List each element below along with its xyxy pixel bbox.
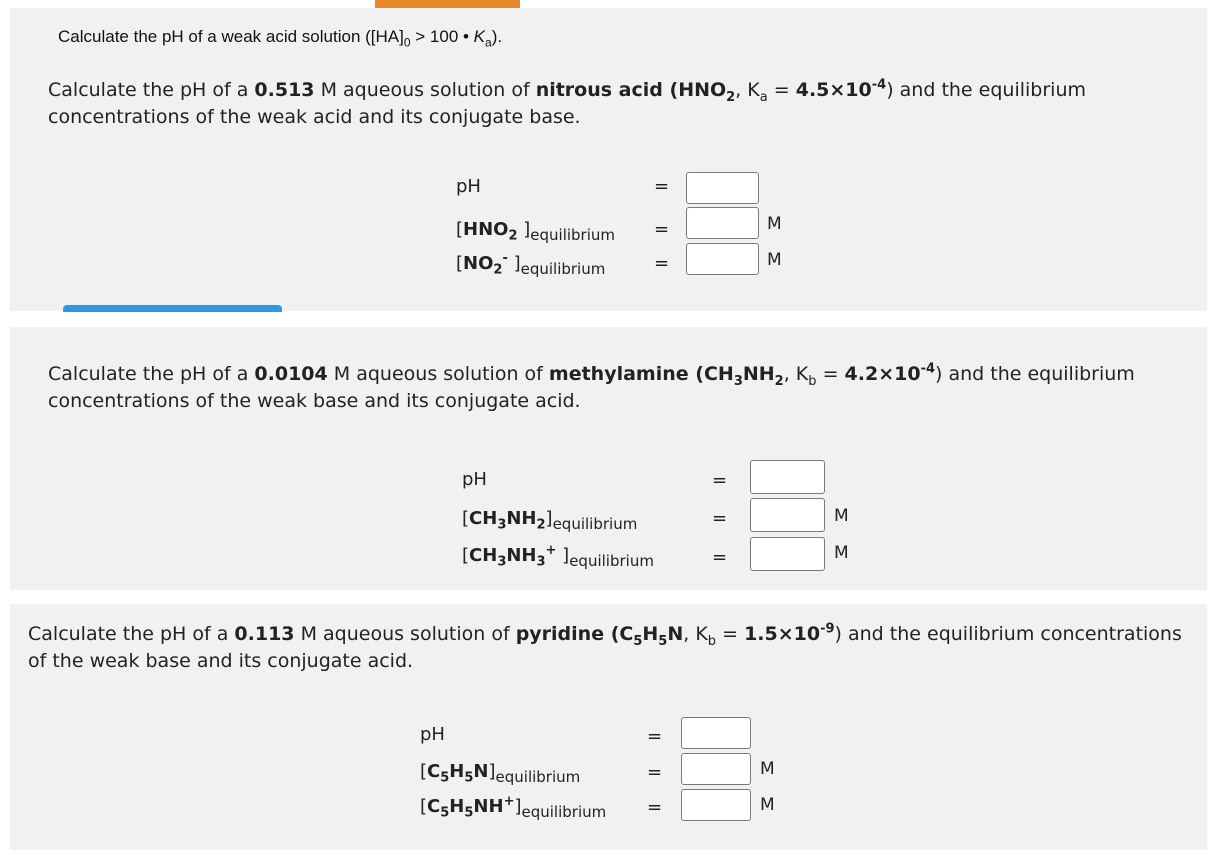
p1-hno2-input[interactable] bbox=[686, 207, 759, 239]
p2-ch3nh3-unit: M bbox=[834, 543, 849, 563]
p1-no2-input[interactable] bbox=[686, 243, 759, 275]
p2-ch3nh3-input[interactable] bbox=[750, 537, 825, 571]
p2-ch3nh2-unit: M bbox=[834, 506, 849, 526]
p2-row-ch3nh2-equals: = bbox=[712, 508, 728, 529]
blue-tab-indicator bbox=[63, 305, 282, 312]
p2-ph-input[interactable] bbox=[750, 460, 825, 494]
p3-row-c5h5nh-equals: = bbox=[647, 797, 663, 818]
p3-c5h5n-unit: M bbox=[760, 759, 775, 779]
p1-row-hno2-label: [$HNO_2$ ]$_{equilibrium}$ bbox=[456, 219, 615, 244]
p3-row-ph-label: pH bbox=[420, 724, 445, 745]
p3-row-c5h5n-label: $[C_5H_5N]_{equilibrium}$ bbox=[420, 761, 581, 786]
p3-ph-input[interactable] bbox=[681, 717, 751, 749]
problem-3-text: Calculate the pH of a 0.113 M aqueous solution of pyridine ($C_5H_5N$, $K_b = 1.5\times 10^{-9}$) and the equilibrium concentrations of the weak base and its conjugate acid. bbox=[28, 621, 1182, 672]
problem-1-text: Calculate the pH of a 0.513 M aqueous solution of nitrous acid ($HNO_2$, $K_a = 4.5\times 10^{-4}$) and the equilibrium concentrations of the weak acid and its conjugate base. bbox=[48, 77, 1086, 128]
page-heading: Calculate the pH of a weak acid solution ($[HA]_0 > 100$ • $K_a$). bbox=[58, 27, 503, 50]
p1-no2-unit: M bbox=[767, 250, 782, 270]
p3-row-ph-equals: = bbox=[647, 726, 663, 747]
p1-ph-input[interactable] bbox=[686, 172, 759, 204]
p1-row-no2-label: [$NO_2^-$ ]$_{equilibrium}$ bbox=[456, 251, 606, 278]
p1-row-ph-equals: = bbox=[654, 176, 670, 197]
p3-c5h5nh-input[interactable] bbox=[681, 789, 751, 821]
p2-row-ch3nh3-label: [$CH_3NH_3^+$ ]$_{equilibrium}$ bbox=[462, 543, 654, 570]
p3-row-c5h5n-equals: = bbox=[647, 762, 663, 783]
p1-row-ph-label: pH bbox=[456, 176, 481, 197]
p2-row-ch3nh3-equals: = bbox=[712, 547, 728, 568]
p3-row-c5h5nh-label: $[C_5H_5NH^+]_{equilibrium}$ bbox=[420, 794, 607, 821]
p2-row-ph-equals: = bbox=[712, 470, 728, 491]
p2-row-ch3nh2-label: $[CH_3NH_2]_{equilibrium}$ bbox=[462, 508, 638, 533]
problem-2-text: Calculate the pH of a 0.0104 M aqueous solution of methylamine ($CH_3NH_2$, $K_b = 4.2\times 10^{-4}$) and the equilibrium concentrations of the weak base and its conjugate acid. bbox=[48, 361, 1135, 412]
p3-c5h5n-input[interactable] bbox=[681, 753, 751, 785]
p1-row-hno2-equals: = bbox=[654, 219, 670, 240]
p2-ch3nh2-input[interactable] bbox=[750, 498, 825, 532]
p1-row-no2-equals: = bbox=[654, 253, 670, 274]
problem-panel-1 bbox=[10, 8, 1207, 311]
p1-hno2-unit: M bbox=[767, 214, 782, 234]
p2-row-ph-label: pH bbox=[462, 469, 487, 490]
p3-c5h5nh-unit: M bbox=[760, 795, 775, 815]
